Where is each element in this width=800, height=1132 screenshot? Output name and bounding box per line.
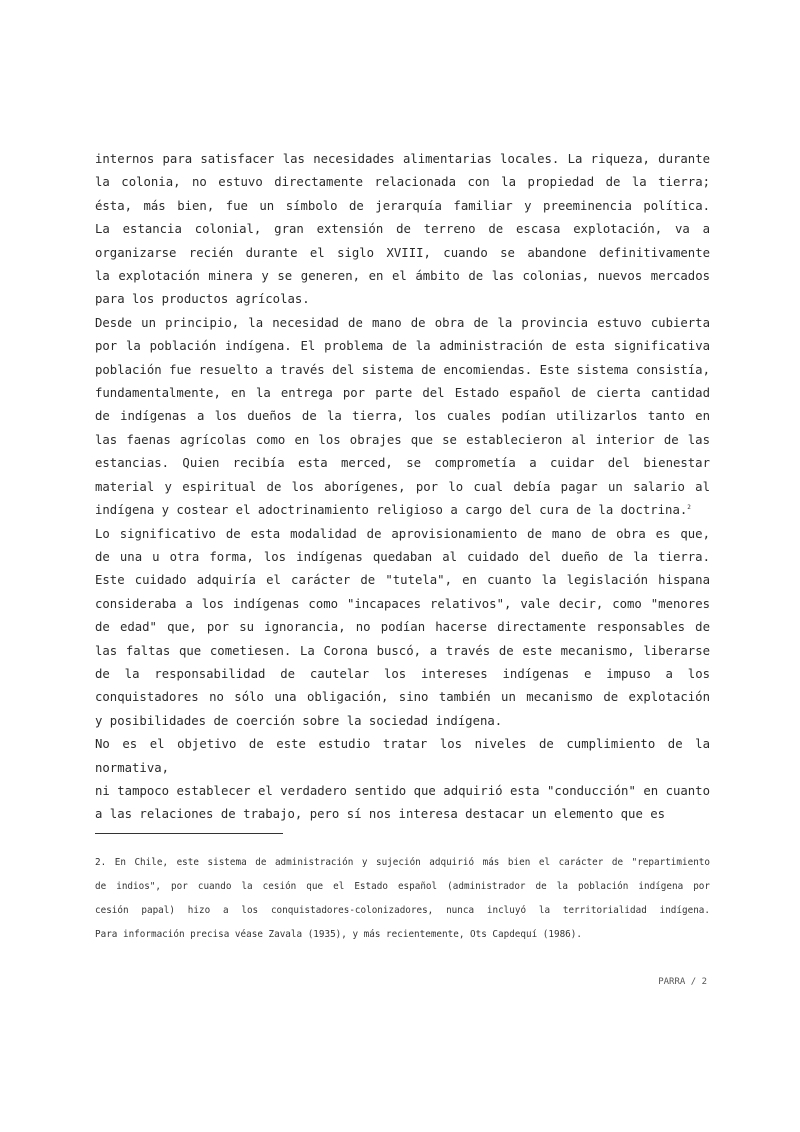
footnote-line: de indios", por cuando la cesión que el Estado español (administrador de la población indígena por: [95, 881, 710, 892]
text-line: por la población indígena. El problema de la administración de esta significativa: [95, 339, 710, 354]
text-line: organizarse recién durante el siglo XVIII, cuando se abandone definitivamente: [95, 245, 710, 260]
text-line: de una u otra forma, los indígenas quedaban al cuidado del dueño de la tierra.: [95, 549, 710, 564]
footnote: [95, 851, 710, 947]
text-line: las faltas que cometiesen. La Corona buscó, a través de este mecanismo, liberarse: [95, 643, 710, 658]
text-line: para los productos agrícolas.: [95, 292, 310, 307]
text-line: internos para satisfacer las necesidades alimentarias locales. La riqueza, durante: [95, 152, 710, 166]
footnote-reference[interactable]: 2: [687, 504, 691, 511]
text-line: consideraba a los indígenas como "incapaces relativos", vale decir, como "menores: [95, 596, 710, 611]
text-line: conquistadores no sólo una obligación, sino también un mecanismo de explotación: [95, 690, 710, 705]
text-line: Este cuidado adquiría el carácter de "tutela", en cuanto la legislación hispana: [95, 573, 710, 588]
text-line: Desde un principio, la necesidad de mano de obra de la provincia estuvo cubierta: [95, 315, 710, 330]
text-line: indígena y costear el adoctrinamiento religioso a cargo del cura de la doctrina.: [95, 503, 688, 518]
text-line: a las relaciones de trabajo, pero sí nos interesa destacar un elemento que es: [95, 807, 666, 822]
footnote-line: cesión papal) hizo a los conquistadores-colonizadores, nunca incluyó la territorialidad indígena.: [95, 905, 710, 916]
text-line: población fue resuelto a través del sistema de encomiendas. Este sistema consistía,: [95, 362, 710, 377]
text-line: de indígenas a los dueños de la tierra, los cuales podían utilizarlos tanto en: [95, 409, 710, 424]
text-line: fundamentalmente, en la entrega por parte del Estado español de cierta cantidad: [95, 386, 710, 401]
text-line: la colonia, no estuvo directamente relacionada con la propiedad de la tierra;: [95, 175, 710, 190]
text-line: de edad" que, por su ignorancia, no podían hacerse directamente responsables de: [95, 620, 710, 635]
page-number: PARRA / 2: [658, 977, 707, 987]
text-line-with-footnote: [95, 499, 710, 522]
text-line: No es el objetivo de este estudio tratar los niveles de cumplimiento de la normativa,: [95, 737, 710, 775]
footnote-divider: [95, 833, 283, 834]
text-line: ni tampoco establecer el verdadero sentido que adquirió esta "conducción" en cuanto: [95, 783, 710, 798]
text-line: estancias. Quien recibía esta merced, se comprometía a cuidar del bienestar: [95, 456, 710, 471]
text-line: Lo significativo de esta modalidad de aprovisionamiento de mano de obra es que,: [95, 526, 710, 541]
text-line: las faenas agrícolas como en los obrajes que se establecieron al interior de las: [95, 432, 710, 447]
text-line: de la responsabilidad de cautelar los intereses indígenas e impuso a los: [95, 666, 710, 681]
footnote-line: Para información precisa véase Zavala (1935), y más recientemente, Ots Capdequí (1986).: [95, 929, 582, 940]
text-line: la explotación minera y se generen, en el ámbito de las colonias, nuevos mercados: [95, 269, 710, 284]
text-line: material y espiritual de los aborígenes, por lo cual debía pagar un salario al: [95, 479, 710, 494]
text-line: y posibilidades de coerción sobre la sociedad indígena.: [95, 713, 503, 728]
body-text: [95, 148, 710, 827]
footnote-line: 2. En Chile, este sistema de administración y sujeción adquirió más bien el carácter de "repartimiento: [95, 857, 710, 868]
text-line: ésta, más bien, fue un símbolo de jerarquía familiar y preeminencia política.: [95, 198, 710, 213]
text-line: La estancia colonial, gran extensión de terreno de escasa explotación, va a: [95, 222, 710, 237]
